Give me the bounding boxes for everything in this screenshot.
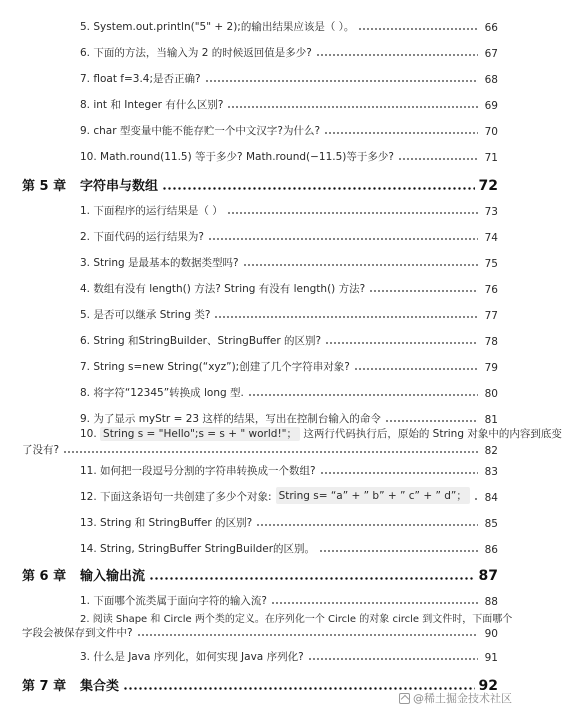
leader-dots: [271, 593, 478, 605]
toc-entry-title: 9. 为了显示 myStr = 23 这样的结果，写出在控制台输入的命令: [80, 413, 381, 425]
toc-entry-page: 83: [484, 466, 498, 478]
toc-entry[interactable]: [0, 510, 520, 530]
toc-entry-title: 7. float f=3.4;是否正确?: [80, 73, 201, 85]
toc-entry-title: 这两行代码执行后，原始的 String 对象中的内容到底变: [303, 428, 562, 440]
leader-dots: [354, 359, 478, 371]
toc-entry[interactable]: [0, 198, 520, 218]
leader-dots: [308, 649, 478, 661]
toc-entry-line2: [22, 442, 498, 457]
toc-entry-title: 8. 将字符“12345”转换成 long 型.: [80, 387, 244, 399]
toc-entry-title-cont: 了没有?: [22, 444, 60, 456]
toc-entry[interactable]: [0, 354, 520, 374]
leader-dots: [316, 45, 478, 57]
toc-entry-line1: 2. 阅读 Shape 和 Circle 两个类的定义。在序列化一个 Circle 的对象 circle 到文件时，下面哪个: [80, 614, 513, 625]
toc-entry-page: 75: [484, 258, 498, 270]
toc-entry-title-cont: 字段会被保存到文件中?: [22, 627, 133, 639]
chapter-title: 输入输出流: [80, 569, 146, 584]
toc-entry-title: 5. 是否可以继承 String 类?: [80, 309, 211, 321]
toc-entry-page: 88: [484, 596, 498, 608]
toc-entry[interactable]: [0, 644, 520, 664]
toc-entry-page: 84: [484, 492, 498, 504]
toc-entry[interactable]: [0, 144, 520, 164]
chapter-heading-6[interactable]: [0, 560, 520, 584]
leader-dots: [227, 97, 478, 109]
toc-entry[interactable]: [0, 118, 520, 138]
juejin-logo-icon: [399, 693, 410, 704]
toc-entry-title: 11. 如何把一段逗号分割的字符串转换成一个数组?: [80, 465, 316, 477]
toc-entry-page: 71: [484, 152, 498, 164]
leader-dots: [208, 229, 478, 241]
leader-dots: [358, 19, 478, 31]
toc-entry[interactable]: [0, 302, 520, 322]
toc-entry-page: 78: [484, 336, 498, 348]
toc-entry-title: 5. System.out.println("5" + 2);的输出结果应该是（ ）。: [80, 21, 355, 33]
toc-entry-title: 10. Math.round(11.5) 等于多少? Math.round(−11.5)等于多少?: [80, 151, 394, 163]
leader-dots: [369, 281, 478, 293]
leader-dots: [320, 463, 478, 475]
toc-entry-title: 1. 下面哪个流类属于面向字符的输入流?: [80, 595, 267, 607]
toc-entry-page: 85: [484, 518, 498, 530]
leader-dots: [398, 149, 478, 161]
leader-dots: [385, 411, 478, 423]
chapter-page: 92: [478, 678, 498, 694]
toc-entry-page: 79: [484, 362, 498, 374]
toc-entry[interactable]: [0, 14, 520, 34]
toc-entry-title: 13. String 和 StringBuffer 的区别?: [80, 517, 253, 529]
chapter-heading-5[interactable]: [0, 170, 520, 194]
toc-entry-page: 69: [484, 100, 498, 112]
toc-entry[interactable]: [0, 66, 520, 86]
chapter-number: 第 5 章: [22, 179, 67, 194]
toc-entry[interactable]: [0, 40, 520, 60]
watermark-text: @稀土掘金技术社区: [413, 692, 512, 705]
chapter-page: 72: [478, 178, 498, 194]
toc-entry[interactable]: [0, 380, 520, 400]
leader-dots: [319, 541, 478, 553]
toc-entry-title: 2. 下面代码的运行结果为?: [80, 231, 204, 243]
toc-entry-title: 6. String 和StringBuilder、StringBuffer 的区别?: [80, 335, 322, 347]
toc-entry-page: 91: [484, 652, 498, 664]
toc-entry[interactable]: [0, 328, 520, 348]
toc-entry[interactable]: [0, 458, 520, 478]
leader-dots: [474, 489, 478, 501]
toc-entry-multiline[interactable]: [0, 610, 520, 642]
toc-entry-page: 74: [484, 232, 498, 244]
toc-entry-title: 4. 数组有没有 length() 方法? String 有没有 length() 方法?: [80, 283, 366, 295]
toc-entry-title: 14. String, StringBuffer StringBuilder的区别。: [80, 543, 316, 555]
toc-entry-page: 67: [484, 48, 498, 60]
chapter-page: 87: [478, 568, 498, 584]
toc-entry-page: 80: [484, 388, 498, 400]
toc-entry-page: 77: [484, 310, 498, 322]
leader-dots: [243, 255, 478, 267]
toc-entry-prefix: 10.: [80, 428, 97, 440]
toc-entry[interactable]: [0, 484, 520, 504]
toc-entry-title: 12. 下面这条语句一共创建了多少个对象:: [80, 491, 272, 503]
toc-entry-line1: [80, 426, 562, 441]
leader-dots: [63, 442, 478, 454]
toc-entry-title: 9. char 型变量中能不能存贮一个中文汉字?为什么?: [80, 125, 321, 137]
chapter-number: 第 6 章: [22, 569, 67, 584]
toc-entry[interactable]: [0, 406, 520, 426]
chapter-number: 第 7 章: [22, 679, 67, 694]
leader-dots: [248, 385, 478, 397]
leader-dots: [325, 333, 478, 345]
leader-dots: [149, 569, 475, 581]
watermark: [399, 690, 512, 706]
toc-entry-page: 81: [484, 414, 498, 426]
toc-entry[interactable]: [0, 276, 520, 296]
leader-dots: [162, 179, 475, 191]
leader-dots: [205, 71, 478, 83]
leader-dots: [256, 515, 478, 527]
chapter-title: 字符串与数组: [80, 179, 159, 194]
toc-entry-page: 76: [484, 284, 498, 296]
toc-entry-page: 66: [484, 22, 498, 34]
code-snippet: String s = "Hello";s = s + " world!"；: [100, 427, 300, 441]
leader-dots: [227, 203, 478, 215]
toc-entry[interactable]: [0, 224, 520, 244]
leader-dots: [324, 123, 478, 135]
toc-entry[interactable]: [0, 92, 520, 112]
toc-entry[interactable]: [0, 588, 520, 608]
toc-entry-page: 90: [484, 628, 498, 640]
toc-entry-title: 3. String 是最基本的数据类型吗?: [80, 257, 239, 269]
toc-entry-page: 82: [484, 445, 498, 457]
leader-dots: [214, 307, 478, 319]
code-snippet: String s= “a” + ” b” + ” c” + ” d”；: [276, 487, 470, 504]
toc-entry[interactable]: [0, 250, 520, 270]
toc-entry-title: 8. int 和 Integer 有什么区别?: [80, 99, 224, 111]
toc-entry-page: 68: [484, 74, 498, 86]
toc-entry[interactable]: [0, 536, 520, 556]
leader-dots: [137, 625, 478, 637]
toc-entry-page: 70: [484, 126, 498, 138]
toc-entry-title: 6. 下面的方法，当输入为 2 的时候返回值是多少?: [80, 47, 312, 59]
toc-entry-title: 1. 下面程序的运行结果是（ ）: [80, 205, 223, 217]
toc-entry-line2: [22, 625, 498, 640]
toc-entry-multiline[interactable]: [0, 426, 562, 458]
toc-entry-title: 7. String s=new String(“xyz”);创建了几个字符串对象?: [80, 361, 350, 373]
toc-entry-title: 3. 什么是 Java 序列化，如何实现 Java 序列化?: [80, 651, 304, 663]
chapter-title: 集合类: [80, 679, 120, 694]
toc-entry-page: 73: [484, 206, 498, 218]
toc-entry-page: 86: [484, 544, 498, 556]
